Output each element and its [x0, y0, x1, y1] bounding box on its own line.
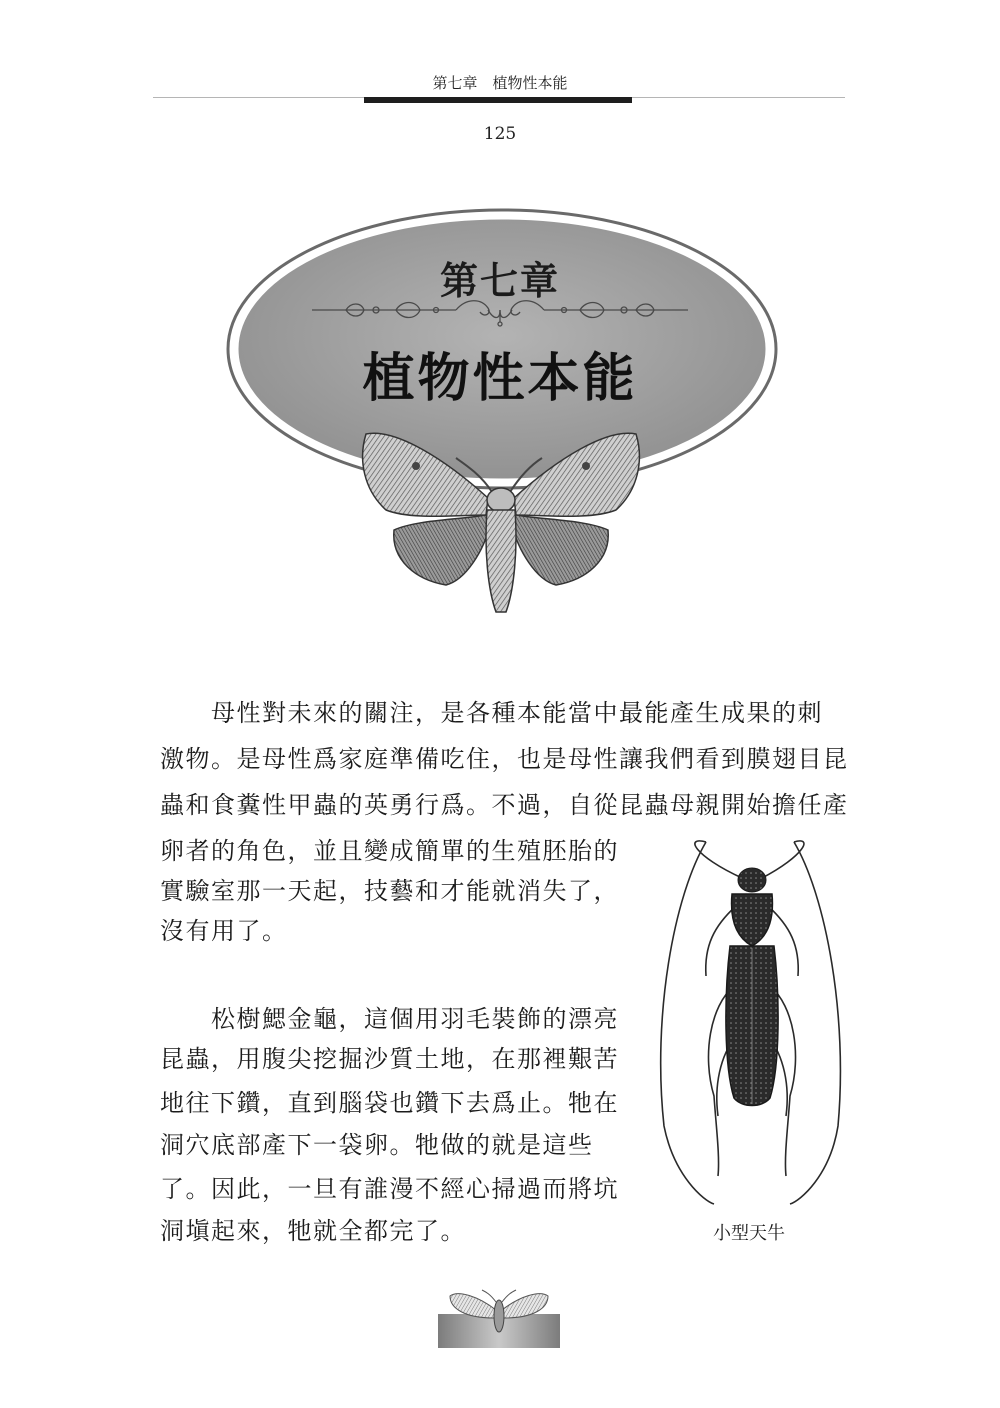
paragraph-1-line: 卵者的角色，並且變成簡單的生殖胚胎的 — [160, 837, 619, 865]
paragraph-2-line: 昆蟲，用腹尖挖掘沙質土地，在那裡艱苦 — [160, 1045, 619, 1073]
header-bar — [364, 97, 632, 103]
paragraph-1-line: 沒有用了。 — [160, 917, 288, 945]
moth-illustration — [356, 420, 646, 620]
paragraph-1-line: 母性對未來的關注，是各種本能當中最能產生成果的刺 — [160, 699, 823, 727]
paragraph-1-line: 蟲和食糞性甲蟲的英勇行爲。不過，自從昆蟲母親開始擔任產 — [160, 791, 849, 819]
footer-moth-ornament — [438, 1284, 560, 1350]
page-number: 125 — [483, 124, 517, 144]
paragraph-2-line: 了。因此，一旦有誰漫不經心掃過而將坑 — [160, 1175, 619, 1203]
ornament-divider — [306, 290, 694, 330]
longhorn-beetle-illustration — [654, 836, 850, 1218]
paragraph-2-line: 洞塡起來，牠就全都完了。 — [160, 1217, 466, 1245]
figure-caption: 小型天牛 — [713, 1223, 785, 1244]
running-head: 第七章 植物性本能 — [432, 74, 568, 92]
paragraph-1-line: 實驗室那一天起，技藝和才能就消失了， — [160, 877, 619, 905]
paragraph-2-line: 洞穴底部產下一袋卵。牠做的就是這些 — [160, 1131, 594, 1159]
paragraph-2-line: 地往下鑽，直到腦袋也鑽下去爲止。牠在 — [160, 1089, 619, 1117]
paragraph-2-line: 松樹鰓金龜，這個用羽毛裝飾的漂亮 — [160, 1005, 619, 1033]
paragraph-1-line: 激物。是母性爲家庭準備吃住，也是母性讓我們看到膜翅目昆 — [160, 745, 849, 773]
chapter-label: 第七章 — [439, 258, 560, 303]
chapter-title: 植物性本能 — [362, 348, 638, 409]
